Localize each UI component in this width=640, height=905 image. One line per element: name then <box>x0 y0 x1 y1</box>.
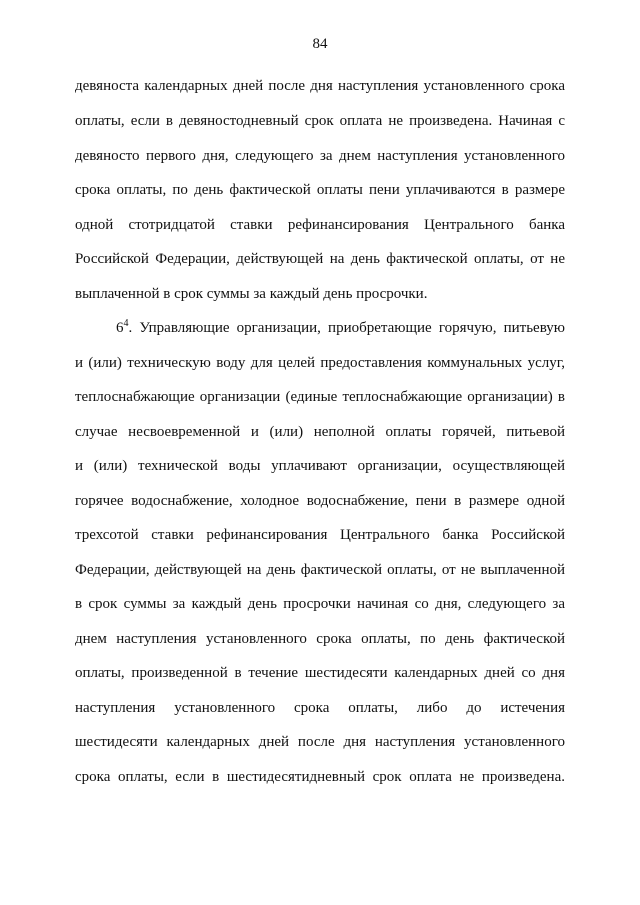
text-line: срока оплаты, по день фактической оплаты пени уплачиваются в размере <box>75 182 565 198</box>
paragraph-first-line-text: . Управляющие организации, приобретающие горячую, питьевую <box>128 320 565 336</box>
text-line: шестидесяти календарных дней после дня наступления установленного <box>75 734 565 750</box>
page-number: 84 <box>312 36 328 52</box>
text-line: трехсотой ставки рефинансирования Центрального банка Российской <box>75 527 565 543</box>
text-line: девяносто первого дня, следующего за днем наступления установленного <box>75 148 565 164</box>
text-line: наступления установленного срока оплаты, либо до истечения <box>75 700 565 716</box>
text-line: и (или) технической воды уплачивают организации, осуществляющей <box>75 458 565 474</box>
paragraph-first-line <box>116 318 565 338</box>
text-line: и (или) техническую воду для целей предоставления коммунальных услуг, <box>75 355 565 371</box>
text-line: в срок суммы за каждый день просрочки начиная со дня, следующего за <box>75 596 565 612</box>
paragraph-number: 6 <box>116 320 124 336</box>
text-line: Федерации, действующей на день фактической оплаты, от не выплаченной <box>75 562 565 578</box>
text-line: выплаченной в срок суммы за каждый день просрочки. <box>75 286 428 302</box>
text-line: оплаты, если в девяностодневный срок оплата не произведена. Начиная с <box>75 113 565 129</box>
text-line: оплаты, произведенной в течение шестидесяти календарных дней со дня <box>75 665 565 681</box>
text-line: случае несвоевременной и (или) неполной оплаты горячей, питьевой <box>75 424 565 440</box>
text-line: девяноста календарных дней после дня наступления установленного срока <box>75 78 565 94</box>
text-line: срока оплаты, если в шестидесятидневный срок оплата не произведена. <box>75 769 565 785</box>
text-line: днем наступления установленного срока оплаты, по день фактической <box>75 631 565 647</box>
paragraph-number-superscript: 4 <box>123 318 129 329</box>
text-line: одной стотридцатой ставки рефинансирования Центрального банка <box>75 217 565 233</box>
text-line: Российской Федерации, действующей на день фактической оплаты, от не <box>75 251 565 267</box>
text-line: теплоснабжающие организации (единые теплоснабжающие организации) в <box>75 389 565 405</box>
text-line: горячее водоснабжение, холодное водоснабжение, пени в размере одной <box>75 493 565 509</box>
